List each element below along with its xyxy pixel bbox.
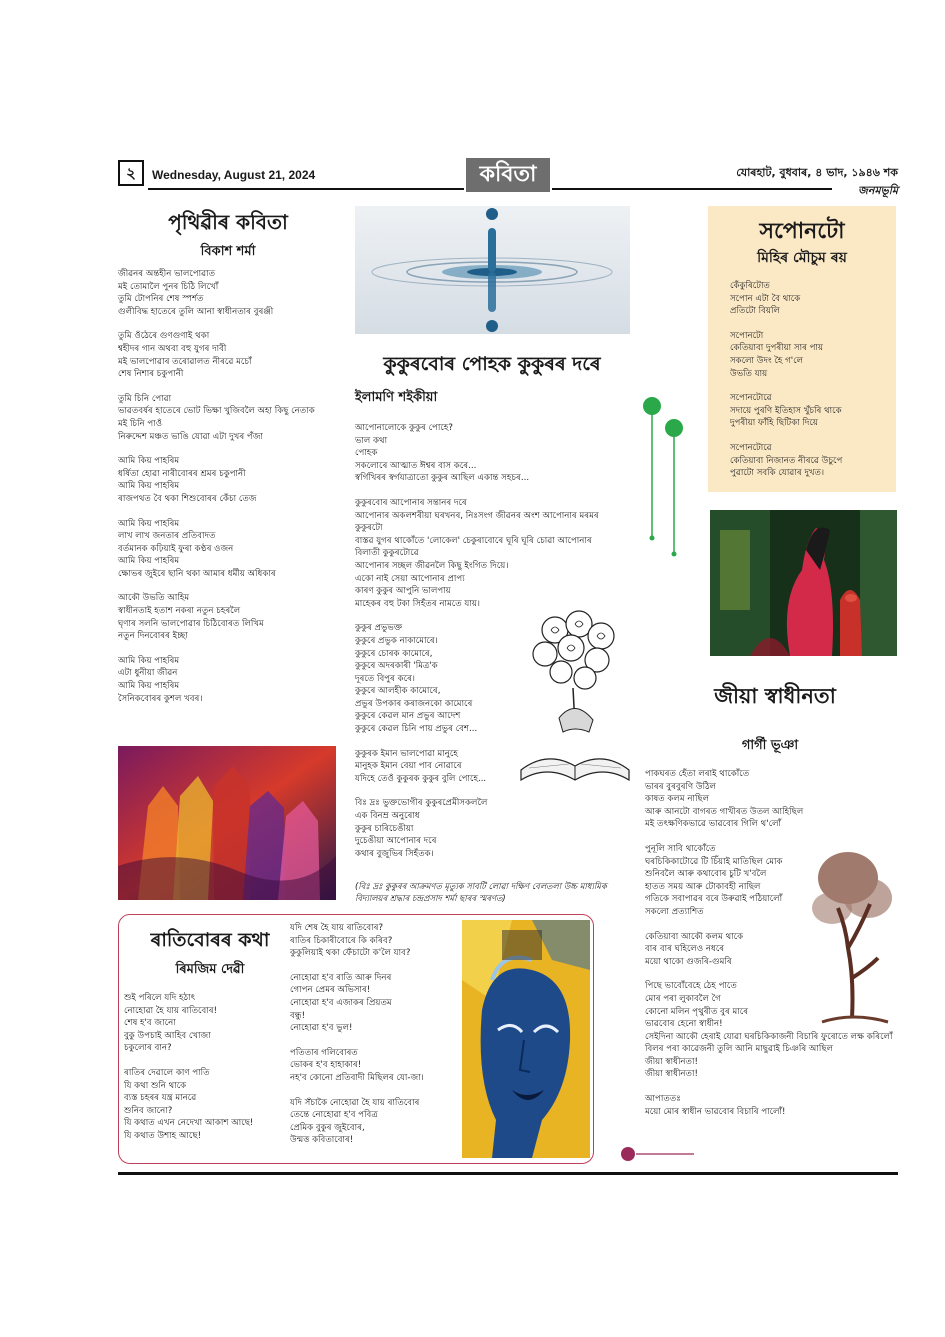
woman-painting-art <box>710 510 897 656</box>
poem2-footnote: (বিঃ দ্ৰঃ কুকুৰৰ আক্ৰমণত মৃত্যুক সাবটি লোৱা দক্ষিণ বেলতলা উচ্চ মাধ্যমিক বিদ্যালয়ৰ শ্ৰদ্ধাৰ চন্দ্ৰপ্ৰসাদ শৰ্মা ছাৰৰ স্মৰণত) <box>355 881 607 903</box>
woman-painting <box>710 510 897 656</box>
poem2-stanza: বিঃ দ্ৰঃ ভুক্তভোগীৰ কুকুৰপ্ৰেমীসকললৈ এক বিনম্ৰ অনুৰোধ কুকুৰ চাৰিচেঙীয়া দুচেঙীয়া আপোনাৰ দৰে কথাৰ বুজুভিৰ সিহঁতক। <box>355 798 488 859</box>
section-title: কবিতা <box>466 158 550 192</box>
page-header <box>118 158 898 197</box>
figures-painting <box>118 746 336 900</box>
poem1-stanza: আমি কিয় পাহৰিম এটা ধুনীয়া জীৱন আমি কিয় পাহৰিম সৈনিকবোৰৰ কুশল খবৰ। <box>118 655 203 704</box>
crimson-dot-ornament <box>616 1140 696 1168</box>
poem3-stanza: সপোনটো কেতিয়াবা দুপৰীয়া সাৰ পায় সকলো উদং হৈ গ'লে উভতি যায় <box>730 330 824 379</box>
poem2-stanza: কুকুৰক ইমান ভালপোৱা মানুহে মানুহক ইমান বেয়া পাব নোৱাৰে যদিহে তেওঁ কুকুৰক কুকুৰ বুলি পোহে... <box>355 748 487 784</box>
poem1-body <box>118 268 343 717</box>
face-painting <box>462 920 590 1158</box>
poem1-stanza: তুমি ওঁঠেৰে গুণগুণাই থকা শ্বহীদৰ গান অথবা বহু যুগৰ দাবী মই ভালপোৱাৰ তৰোৱালত নীৰৱে মচোঁ শেষ নিশাৰ চকুপানী <box>118 331 252 380</box>
poem5-stanza: নোহোৱা হ'ব ৰাতি আৰু দিনৰ গোপন প্ৰেমৰ অভিসাৰ! নোহোৱা হ'ব এজাকৰ প্ৰিয়তম বন্ধু! নোহোৱা হ'ব ভুল! <box>290 972 392 1034</box>
poem1-title: পৃথিৱীৰ কবিতা <box>168 210 288 234</box>
header-rule-left <box>148 188 464 190</box>
poem2-stanza: কুকুৰবোৰ আপোনাৰ সন্তানৰ দৰে আপোনাৰ অকলশৰীয়া ঘৰখনৰ, নিঃসংগ জীৱনৰ অংশ আপোনাৰ মৰমৰ কুকুৰটো বাস্তৱ যুগৰ থাকোঁতে 'লোকেল' চেকুৰাবোৰে ঘূৰি ঘূৰি চোৱা আপোনাৰ বিলাতী কুকুৰটোৱে আপোনাৰ সচ্ছল জীৱনলৈ কিছু ইংগিত দিয়ে। একো নাই সেয়া আপোনাৰ প্ৰাপ্য কাৰণ কুকুৰ আপুনি ভালপায় মাহেকৰ বহু টকা সিহঁতৰ নামতে যায়। <box>355 497 599 609</box>
poem3-stanza: সপোনটোৱে কেতিয়াবা নিজানত নীৰৱে উচুপে পুৱাটো সবকি যোৱাৰ দুখত। <box>730 442 843 479</box>
rose-book-illustration <box>515 608 635 790</box>
poem4-stanza: কেতিয়াবা আকৌ কলম থাকে বাৰ বাৰ ঘহিলেও নধৰে ময়ো থাকো গুজৰি-গুমৰি <box>645 931 744 967</box>
poem3-box <box>708 206 896 492</box>
poem3-body <box>730 280 890 492</box>
date-local: যোৰহাট, বুধবাৰ, ৪ ভাদ, ১৯৪৬ শক <box>736 166 898 179</box>
poem4-stanza: আপাততঃ ময়ো মোৰ স্বাধীন ভাৱবোৰ বিচাৰি পালোঁ! <box>645 1094 786 1117</box>
poem5-stanza: পতিতাৰ গলিবোৰত ভোকৰ হ'ব হাহাকাৰ! নহ'ব কোনো প্ৰতিবাদী মিছিলৰ যো-জা। <box>290 1047 424 1083</box>
face-painting-art <box>462 920 590 1158</box>
poem2-title: কুকুৰবোৰ পোহক কুকুৰৰ দৰে <box>383 353 601 375</box>
poem1-stanza: আমি কিয় পাহৰিম ধৰ্ষিতা হোৱা নাৰীবোৰৰ শ্ৰমৰ চকুপানী আমি কিয় পাহৰিম ৰাজপথত বৈ থকা শিশুবোৰৰ কেঁচা তেজ <box>118 456 257 504</box>
poem3-stanza: কেঁকুৰিটোত সপোন এটা বৈ থাকে প্ৰতিটো বিয়লি <box>730 281 801 317</box>
poem5-title: ৰাতিবোৰৰ কথা <box>150 929 270 951</box>
masthead-logo: জনমভূমি <box>858 184 898 197</box>
poem5-body-left <box>124 992 288 1155</box>
page-number: ২ <box>118 160 144 186</box>
date-english: Wednesday, August 21, 2024 <box>152 168 316 182</box>
poem1-stanza: জীৱনৰ অন্তহীন ভালপোৱাত মই তোমালৈ পুনৰ চিঠি লিখোঁ তুমি টোপনিৰ শেষ স্পৰ্শত গুলীবিদ্ধ হাতেৰে তুলি আনা স্বাধীনতাৰ বুৰঞ্জী <box>118 269 274 317</box>
poem5-stanza: যদি শেষ হৈ যায় ৰাতিবোৰ? ৰাতিৰ চিকাৰীবোৰে কি কৰিব? কুকুলিয়াই থকা ফেঁচাটো ক'লৈ যাব? <box>290 923 411 959</box>
ink-tree-illustration <box>808 838 898 1028</box>
poem2-stanza: কুকুৰ প্ৰভুভক্ত কুকুৰে প্ৰভুক নাকামোৰে। কুকুৰে চোৰক কামোৰে, কুকুৰে অদৰকাৰী 'মিত্ৰ'ক দূৰতে বিপুৰ কৰে। কুকুৰে আলহীক কামোৰে, প্ৰভুৰ উপকাৰ কৰাজনকো কামোৰে কুকুৰে কেৱল মান প্ৰভুৰ আদেশ কুকুৰে কেৱল চিনি পায় প্ৰভুৰ বেশ... <box>355 623 478 735</box>
bottom-rule <box>118 1172 898 1175</box>
poem1-author: বিকাশ শৰ্মা <box>200 244 256 259</box>
poem1-stanza: আকৌ উভতি আহিম স্বাধীনতাই হতাশ নকৰা নতুন চহৰলৈ ঘৃণাৰ সলনি ভালপোৱাৰ চিঠিবোৰত লিখিম নতুন দিনবোৰৰ ইচ্ছা <box>118 593 264 642</box>
poem5-stanza: শুই পৰিলে যদি হঠাৎ নোহোৱা হৈ যায় ৰাতিবোৰ! শেষ হ'ব জানো বুকু উপচাই আহিব খোজা চকুলোৰ বান? <box>124 993 218 1054</box>
poem4-stanza: পাকঘৰত হেঁতা লৰাই থাকোঁতে ভাৰৰ বুৰবুৰণি উঠিল কাষত কলম নাছিল আৰু আনটো বাগৰত গাখীৰত উতল আহিছিল মই তৎক্ষণিকভাৱে ভাৱবোৰ গিলি থ'লোঁ <box>645 769 804 830</box>
water-drop-illustration <box>355 206 630 334</box>
poem4-author: গাৰ্গী ভূঞা <box>741 738 799 753</box>
poem3-title: সপোনটো <box>759 219 845 244</box>
figures-painting-art <box>118 746 336 900</box>
water-drop-photo <box>355 206 630 334</box>
poem5-author: ৰিমজিম দেৱী <box>175 962 245 977</box>
poem4-title: জীয়া স্বাধীনতা <box>714 684 836 708</box>
poem4-stanza: পিছে ভাবোঁবেহে ঠেহ পাতে মোৰ পৰা লুকাবলৈ গৈ কোনো মলিন পৃথুৰীত বুৰ মাৰে ভাৱবোৰ হেনো স্বাধীন! সেইদিনা আকৌ হেৰাই যোৱা ঘৰচিকিকাজনী বিচাৰি ফুৰোতে লক্ষ কৰিলোঁ বিলৰ পৰা কাৱেজনী তুলি আনি মাছুৱাই চিঞৰি আছিল জীয়া স্বাধীনতা! জীয়া স্বাধীনতা! <box>645 981 893 1080</box>
poem4-stanza: পুনূলি সাবি থাকোঁতে ঘৰচিকিকাটোৱে টি চিঁয়াই মাতিছিল মোক শুনিবলৈ আৰু কথাবোৰ চুটি খ'বলৈ হাতত সময় আৰু টোকাবহী নাছিল গতিকে সবাপাৱৰ বৰে উৰুৱাই পঠিয়ালোঁ সকলো প্ৰত্যাশিত <box>645 843 783 917</box>
green-dot-ornament <box>640 396 690 562</box>
poem2-stanza: আপোনালোকে কুকুৰ পোহে? ভাল কথা পোহক সকলোৰে আত্মাত ঈশ্বৰ বাস কৰে... স্বৰ্গিখিৰৰ স্বৰ্গযাত্ৰাতো কুকুৰ আছিল একান্ত সহচৰ... <box>355 423 530 484</box>
poem1-stanza: তুমি চিনি পোৱা ভাৱতবৰ্ষৰ হাতেৰে ভোট ভিক্ষা খুজিবলৈ অহা কিছু নেতাক মই চিনি পাওঁ নিৰুদ্দেশ মঞ্চত ভাঙি যোৱা এটা দুখৰ পঁজা <box>118 393 315 442</box>
poem1-stanza: আমি কিয় পাহৰিম লাখ লাখ জনতাৰ প্ৰতিবাদত বৰ্তমানক কঢ়িয়াই ফুৰা কণ্ঠৰ ওজন আমি কিয় পাহৰিম ক্ষোভৰ জুইৰে ছানি থকা আমাৰ ধৰ্মীয় অধিকাৰ <box>118 518 276 579</box>
poem5-body-right <box>290 922 460 1159</box>
poem3-stanza: সপোনটোৱে সদায়ে পুৰণি ইতিহাস খুঁচৰি থাকে দুপৰীয়া ফাঁহি ছিটিকা দিয়ে <box>730 393 842 429</box>
header-rule-right <box>552 188 832 190</box>
poem5-stanza: যদি সঁচাকৈ নোহোৱা হৈ যায় ৰাতিবোৰ তেন্তে নোহোৱা হ'ব পবিত্ৰ প্ৰেমিক বুকুৰ জুইবোৰ, উন্মত্ত কবিতাবোৰ! <box>290 1097 420 1146</box>
poem3-author: মিহিৰ মৌচুম ৰয় <box>757 250 847 266</box>
poem5-stanza: ৰাতিৰ দেৱালে কাণ পাতি যি কথা শুনি থাকে ব্যস্ত চহৰৰ যন্ত্ৰ মানৱে শুনিব জানো? যি কথাত এখন নেদেখা আকাশ আছে! যি কথাত উশাহ আছে! <box>124 1067 254 1141</box>
poem2-author: ইলামণি শইকীয়া <box>355 390 438 405</box>
